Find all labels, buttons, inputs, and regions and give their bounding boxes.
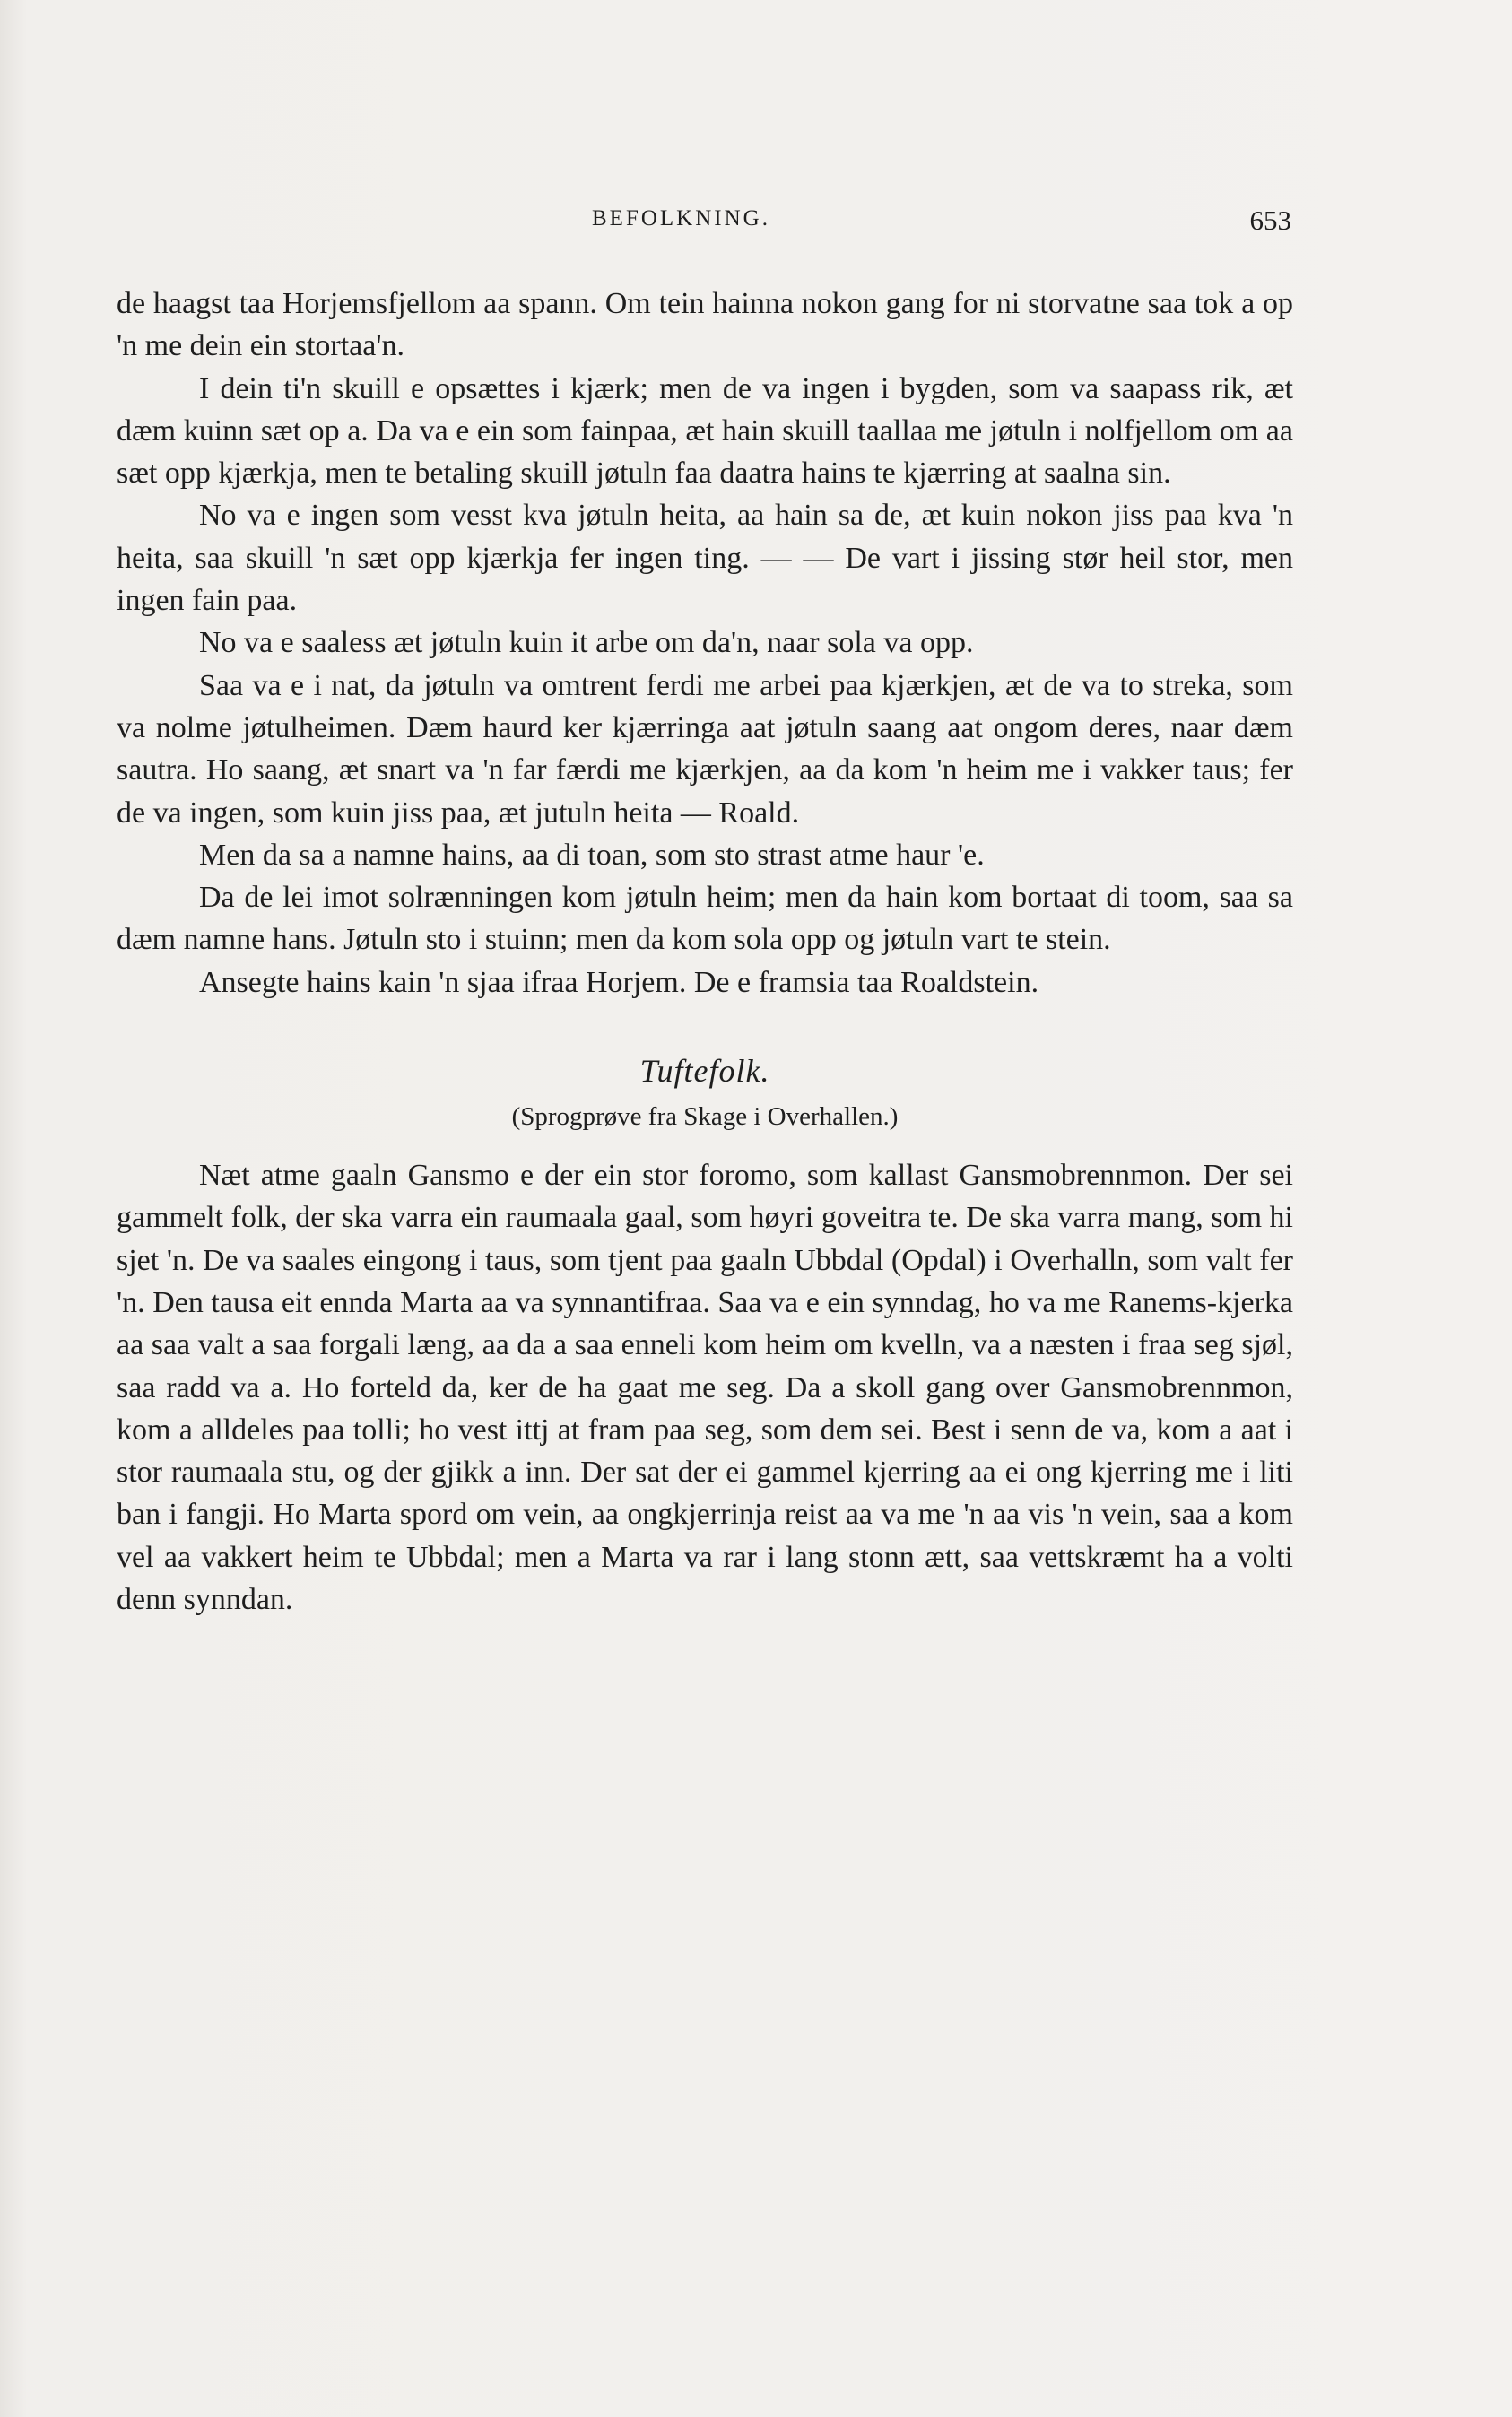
paragraph: Næt atme gaaln Gansmo e der ein stor foromo, som kallast Gansmobrennmon. Der sei gammelt folk, der ska varra ein raumaala gaal, som høyri goveitra te. De ska varra mang, som hi sjet 'n. De va saales eingong i taus, som tjent paa gaaln Ubbdal (Opdal) i Overhalln, som valt fer 'n. Den tausa eit ennda Marta aa va synnantifraa. Saa va e ein synndag, ho va me Ranems-kjerka aa saa valt a saa forgali læng, aa da a saa enneli kom heim om kvelln, va a næsten i fraa seg sjøl, saa radd va a. Ho forteld da, ker de ha gaat me seg. Da a skoll gang over Gansmobrennmon, kom a alldeles paa tolli; ho vest ittj at fram paa seg, som dem sei. Best i senn de va, kom a aat i stor raumaala stu, og der gjikk a inn. Der sat der ei gammel kjerring aa ei ong kjerring me i liti ban i fangji. Ho Marta spord om vein, aa ongkjerrinja reist aa va me 'n aa vis 'n vein, saa a kom vel aa vakkert heim te Ubbdal; men a Marta va rar i lang stonn ætt, saa vettskræmt ha a volti denn synndan. (117, 1159, 1293, 1617)
body-text (117, 283, 1293, 1621)
section-title: Tuftefolk. (639, 1053, 770, 1090)
paragraph: de haagst taa Horjemsfjellom aa spann. Om tein hainna nokon gang for ni storvatne saa tok a op 'n me dein ein stortaa'n. (117, 287, 1293, 363)
paragraph: Saa va e i nat, da jøtuln va omtrent ferdi me arbei paa kjærkjen, æt de va to streka, som va nolme jøtulheimen. Dæm haurd ker kjærringa aat jøtuln saang aat ongom deres, naar dæm sautra. Ho saang, æt snart va 'n far færdi me kjærkjen, aa da kom 'n heim me i vakker taus; fer de va ingen, som kuin jiss paa, æt jutuln heita — Roald. (117, 668, 1293, 830)
paragraph: No va e ingen som vesst kva jøtuln heita, aa hain sa de, æt kuin nokon jiss paa kva 'n heita, saa skuill 'n sæt opp kjærkja fer ingen ting. — — De vart i jissing stør heil stor, men ingen fain paa. (117, 499, 1293, 618)
page-number: 653 (1249, 204, 1291, 236)
paragraph: Men da sa a namne hains, aa di toan, som sto strast atme haur 'e. (199, 838, 985, 872)
paragraph: No va e saaless æt jøtuln kuin it arbe om da'n, naar sola va opp. (199, 626, 974, 660)
running-head: BEFOLKNING. (592, 206, 770, 230)
paragraph: Da de lei imot solrænningen kom jøtuln heim; men da hain kom bortaat di toom, saa sa dæm namne hans. Jøtuln sto i stuinn; men da kom sola opp og jøtuln vart te stein. (117, 881, 1293, 957)
section-subtitle: (Sprogprøve fra Skage i Overhallen.) (511, 1102, 899, 1132)
paragraph: I dein ti'n skuill e opsættes i kjærk; men de va ingen i bygden, som va saapass rik, æt dæm kuinn sæt op a. Da va e ein som fainpaa, æt hain skuill taallaa me jøtuln i nolfjellom om aa sæt opp kjærkja, men te betaling skuill jøtuln faa daatra hains te kjærring at saalna sin. (117, 371, 1293, 491)
page-header (117, 206, 1291, 242)
paragraph: Ansegte hains kain 'n sjaa ifraa Horjem. De e framsia taa Roaldstein. (199, 965, 1039, 999)
section-body (117, 1154, 1293, 1621)
